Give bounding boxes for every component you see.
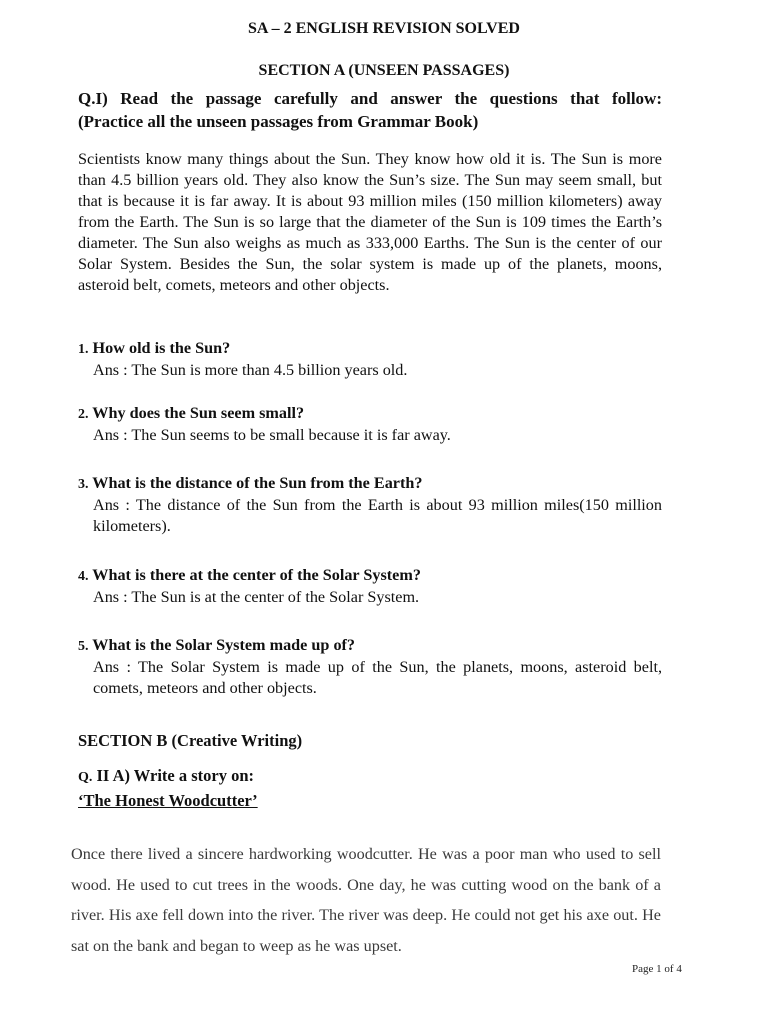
page-of: of [664,963,674,975]
story-text: Once there lived a sincere hardworking woodcutter. He was a poor man who used to sell wood. He used to cut trees in the woods. One day, he was cutting wood on the bank of a river. His axe fell down into the river. The river was deep. He could not get his axe out. He sat on the bank and began to weep as he was upset. [71,845,661,955]
section-a-heading: SECTION A (UNSEEN PASSAGES) [258,62,510,79]
question-number: 5. [78,639,89,654]
question-text: What is the distance of the Sun from the Earth? [92,474,423,492]
answer-text: Ans : The Sun is more than 4.5 billion years old. [93,361,408,379]
question-number: 3. [78,477,89,492]
question-2-text: II A) Write a story on: [96,766,255,785]
question-text: What is there at the center of the Solar System? [92,566,421,584]
document-title: SA – 2 ENGLISH REVISION SOLVED [248,20,520,37]
qa-item [78,565,662,608]
question [78,473,662,495]
question [78,565,662,587]
answer-text: Ans : The Solar System is made up of the Sun, the planets, moons, asteroid belt, comets, meteors and other objects. [93,658,662,697]
page-label: Page [632,963,654,975]
question [78,403,662,425]
question-text: Why does the Sun seem small? [92,404,305,422]
qa-item [78,473,662,537]
story-title: ‘The Honest Woodcutter’ [78,791,258,810]
question-text: What is the Solar System made up of? [92,636,356,654]
answer-text: Ans : The Sun seems to be small because it is far away. [93,426,451,444]
question-text: How old is the Sun? [92,339,231,357]
question [78,338,662,360]
page-current: 1 [656,963,662,975]
question-2-instruction [78,766,254,786]
question-number: 2. [78,407,89,422]
question [78,635,662,657]
qa-item [78,338,662,381]
qa-item [78,635,662,699]
question-number: 1. [78,342,89,357]
page-total: 4 [676,963,682,975]
instruction-line-1: Q.I) Read the passage carefully and answer the questions that follow: [78,89,662,108]
answer-text: Ans : The Sun is at the center of the Solar System. [93,588,420,606]
answer-text: Ans : The distance of the Sun from the Earth is about 93 million miles(150 million kilometers). [93,496,662,535]
question-label: Q. [78,770,93,785]
unseen-passage: Scientists know many things about the Sun. They know how old it is. The Sun is more than 4.5 billion years old. They also know the Sun’s size. The Sun may seem small, but that is because it is far away. It is about 93 million miles (150 million kilometers) away from the Earth. The Sun is so large that the diameter of the Sun is 109 times the Earth’s diameter. The Sun also weighs as much as 333,000 Earths. The Sun is the center of our Solar System. Besides the Sun, the solar system is made up of the planets, moons, asteroid belt, comets, meteors and other objects. [78,150,662,294]
instruction-line-2: (Practice all the unseen passages from Grammar Book) [78,112,479,131]
qa-item [78,403,662,446]
question-1-instruction [78,87,662,133]
page-number [632,963,682,975]
question-number: 4. [78,569,89,584]
section-b-heading: SECTION B (Creative Writing) [78,731,303,750]
